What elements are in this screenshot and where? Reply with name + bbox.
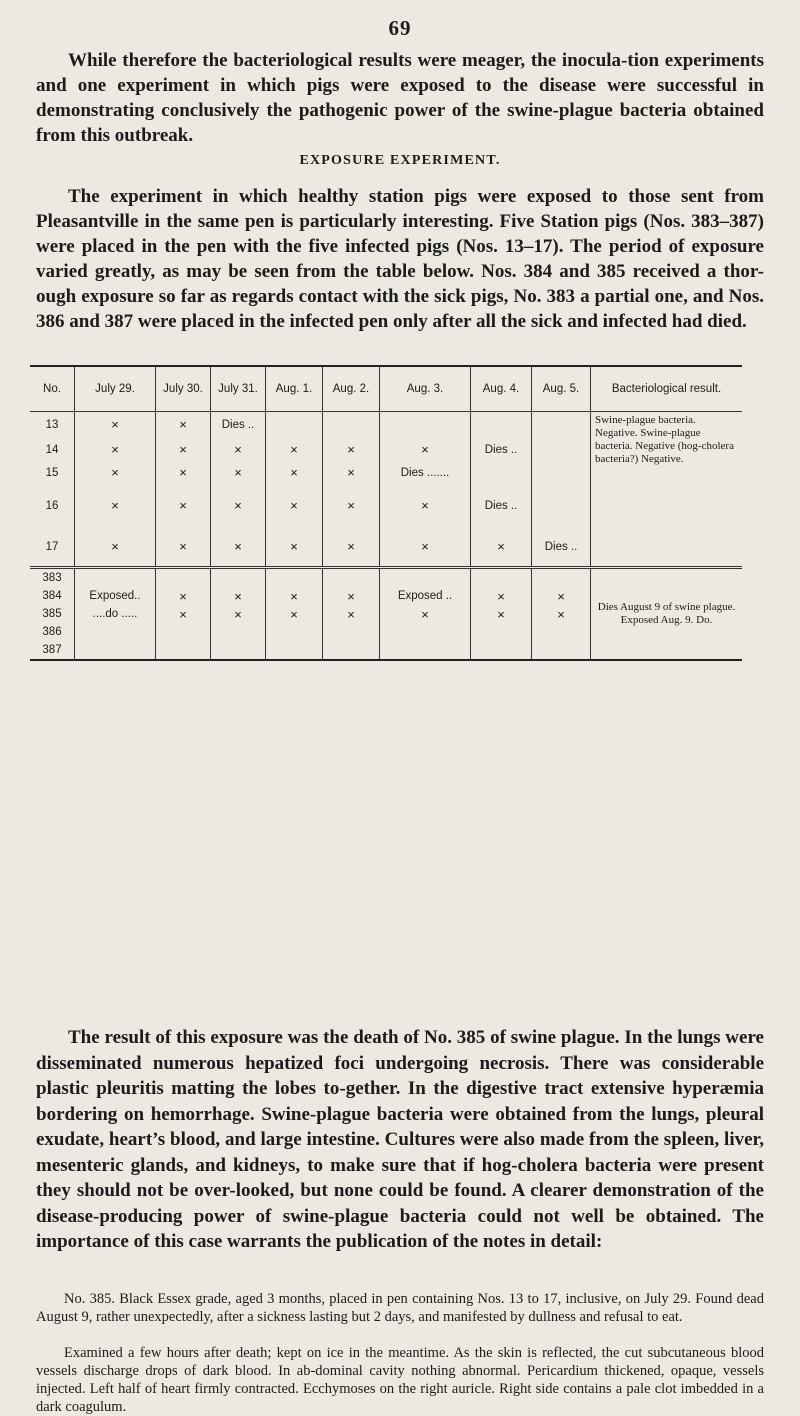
cell: [532, 438, 591, 462]
cell: ×: [471, 605, 532, 623]
cell: Dies ..: [471, 484, 532, 528]
cell: ×: [380, 528, 471, 568]
col-header: Bacteriological result.: [591, 366, 743, 412]
table-row: [30, 412, 742, 438]
cell: ×: [75, 438, 156, 462]
cell: [532, 568, 591, 588]
cell: [471, 412, 532, 438]
cell: [266, 568, 323, 588]
cell: [532, 623, 591, 641]
col-header: No.: [30, 366, 75, 412]
cell: ×: [323, 484, 380, 528]
cell: ×: [266, 438, 323, 462]
cell: [380, 568, 471, 588]
cell: [532, 462, 591, 484]
cell: [75, 568, 156, 588]
cell: 386: [42, 626, 62, 638]
cell: [471, 568, 532, 588]
cell: [380, 641, 471, 660]
cell: [211, 641, 266, 660]
cell: ....do .....: [75, 605, 156, 623]
cell: 385: [42, 608, 62, 620]
cell: ×: [532, 605, 591, 623]
cell: [323, 412, 380, 438]
cell: [156, 568, 211, 588]
cell: [211, 568, 266, 588]
col-header: Aug. 3.: [380, 366, 471, 412]
cell: Dies ..: [532, 528, 591, 568]
cell: [156, 641, 211, 660]
col-header: July 29.: [75, 366, 156, 412]
cell: Dies ..: [471, 438, 532, 462]
cell: ×: [266, 605, 323, 623]
col-header: July 30.: [156, 366, 211, 412]
cell: ×: [156, 462, 211, 484]
cell: [380, 412, 471, 438]
page-number: 69: [388, 16, 412, 40]
cell: [380, 623, 471, 641]
cell: ×: [532, 587, 591, 605]
cell: [323, 623, 380, 641]
col-header: Aug. 2.: [323, 366, 380, 412]
cell: ×: [211, 462, 266, 484]
cell: [471, 641, 532, 660]
cell: Exposed ..: [380, 587, 471, 605]
cell: ×: [156, 587, 211, 605]
table-header-row: [30, 366, 742, 412]
exposure-paragraph: The experiment in which healthy station pigs were exposed to those sent from Pleasantville in the same pen is particularly interesting. Five Station pigs (Nos. 383–387) were placed in the pen with the five infected pigs (Nos. 13–17). The period of exposure varied greatly, as may be seen from the table below. Nos. 384 and 385 received a thor-ough exposure so far as regards contact with the sick pigs, No. 383 a partial one, and Nos. 386 and 387 were placed in the infected pen only after all the sick and infected had died.: [36, 186, 764, 332]
cell: 15: [45, 466, 59, 479]
cell: 16: [45, 499, 59, 512]
cell: 384: [42, 590, 62, 602]
cell: ×: [323, 438, 380, 462]
table-row: [30, 568, 742, 588]
cell: 13: [45, 418, 59, 431]
cell: [266, 412, 323, 438]
cell: [75, 623, 156, 641]
cell: 17: [45, 540, 59, 553]
cell: 383: [30, 568, 75, 588]
result-cell: Swine-plague bacteria. Negative. Swine-plague bacteria. Negative (hog-cholera bacteria?) Negative.: [591, 412, 743, 568]
cell: ×: [211, 528, 266, 568]
cell: ×: [156, 484, 211, 528]
cell: ×: [211, 484, 266, 528]
cell: ×: [266, 528, 323, 568]
cell: ×: [266, 484, 323, 528]
cell: ×: [211, 605, 266, 623]
cell: Exposed..: [75, 587, 156, 605]
cell: Dies ..: [211, 412, 266, 438]
col-header: Aug. 1.: [266, 366, 323, 412]
cell: ×: [75, 462, 156, 484]
cell: ×: [471, 528, 532, 568]
cell: ×: [156, 412, 211, 438]
cell: [211, 623, 266, 641]
exposure-table: [30, 365, 742, 661]
cell: ×: [75, 484, 156, 528]
cell: ×: [156, 438, 211, 462]
cell: ×: [471, 587, 532, 605]
result-cell: Dies August 9 of swine plague. Exposed Aug. 9. Do.: [591, 568, 743, 661]
cell: ×: [211, 587, 266, 605]
cell: [266, 623, 323, 641]
cell: ×: [266, 587, 323, 605]
cell: 387: [42, 644, 62, 656]
case-note-385: No. 385. Black Essex grade, aged 3 months, placed in pen containing Nos. 13 to 17, inclusive, on July 29. Found dead August 9, rather unexpectedly, after a sickness lasting but 2 days, and manifested by dullness and refusal to eat.: [36, 1291, 764, 1325]
result-paragraph: The result of this exposure was the death of No. 385 of swine plague. In the lungs were disseminated numerous hepatized foci undergoing necrosis. There was considerable plastic pleuritis matting the lobes to-gether. In the digestive tract extensive hyperæmia bordering on hemorrhage. Swine-plague bacteria were obtained from the lungs, pleural exudate, heart’s blood, and large intestine. Cultures were also made from the spleen, liver, mesenteric glands, and kidneys, to make sure that if hog-cholera bacteria were present they should not be over-looked, but none could be found. A clearer demonstration of the disease-producing power of swine-plague bacteria could not well be obtained. The importance of this case warrants the publication of the notes in detail:: [36, 1027, 764, 1252]
cell: [471, 623, 532, 641]
cell: ×: [75, 528, 156, 568]
cell: [323, 568, 380, 588]
cell: ×: [323, 462, 380, 484]
col-header: Aug. 5.: [532, 366, 591, 412]
cell: Dies .......: [380, 462, 471, 484]
cell: ×: [380, 605, 471, 623]
intro-paragraph: While therefore the bacteriological results were meager, the inocula-tion experiments and one experiment in which pigs were exposed to the disease were successful in demonstrating conclusively the pathogenic power of the swine-plague bacteria obtained from this outbreak.: [36, 50, 764, 146]
cell: [532, 641, 591, 660]
cell: ×: [75, 412, 156, 438]
cell: ×: [156, 605, 211, 623]
cell: ×: [380, 484, 471, 528]
cell: 14: [45, 443, 59, 456]
cell: [266, 641, 323, 660]
cell: [323, 641, 380, 660]
cell: [471, 462, 532, 484]
section-heading: EXPOSURE EXPERIMENT.: [299, 153, 501, 168]
cell: ×: [156, 528, 211, 568]
cell: ×: [323, 528, 380, 568]
cell: [532, 412, 591, 438]
cell: ×: [380, 438, 471, 462]
case-note-examination: Examined a few hours after death; kept on ice in the meantime. As the skin is reflected, the cut subcutaneous blood vessels discharge drops of dark blood. In ab-dominal cavity nothing abnormal. Pericardium thickened, opaque, vessels injected. Left half of heart firmly contracted. Ecchymoses on the right auricle. Right side contains a pale clot imbedded in a dark coagulum.: [36, 1345, 764, 1415]
cell: ×: [211, 438, 266, 462]
cell: [532, 484, 591, 528]
cell: ×: [323, 605, 380, 623]
cell: [156, 623, 211, 641]
cell: ×: [323, 587, 380, 605]
cell: ×: [266, 462, 323, 484]
cell: [75, 641, 156, 660]
col-header: July 31.: [211, 366, 266, 412]
col-header: Aug. 4.: [471, 366, 532, 412]
